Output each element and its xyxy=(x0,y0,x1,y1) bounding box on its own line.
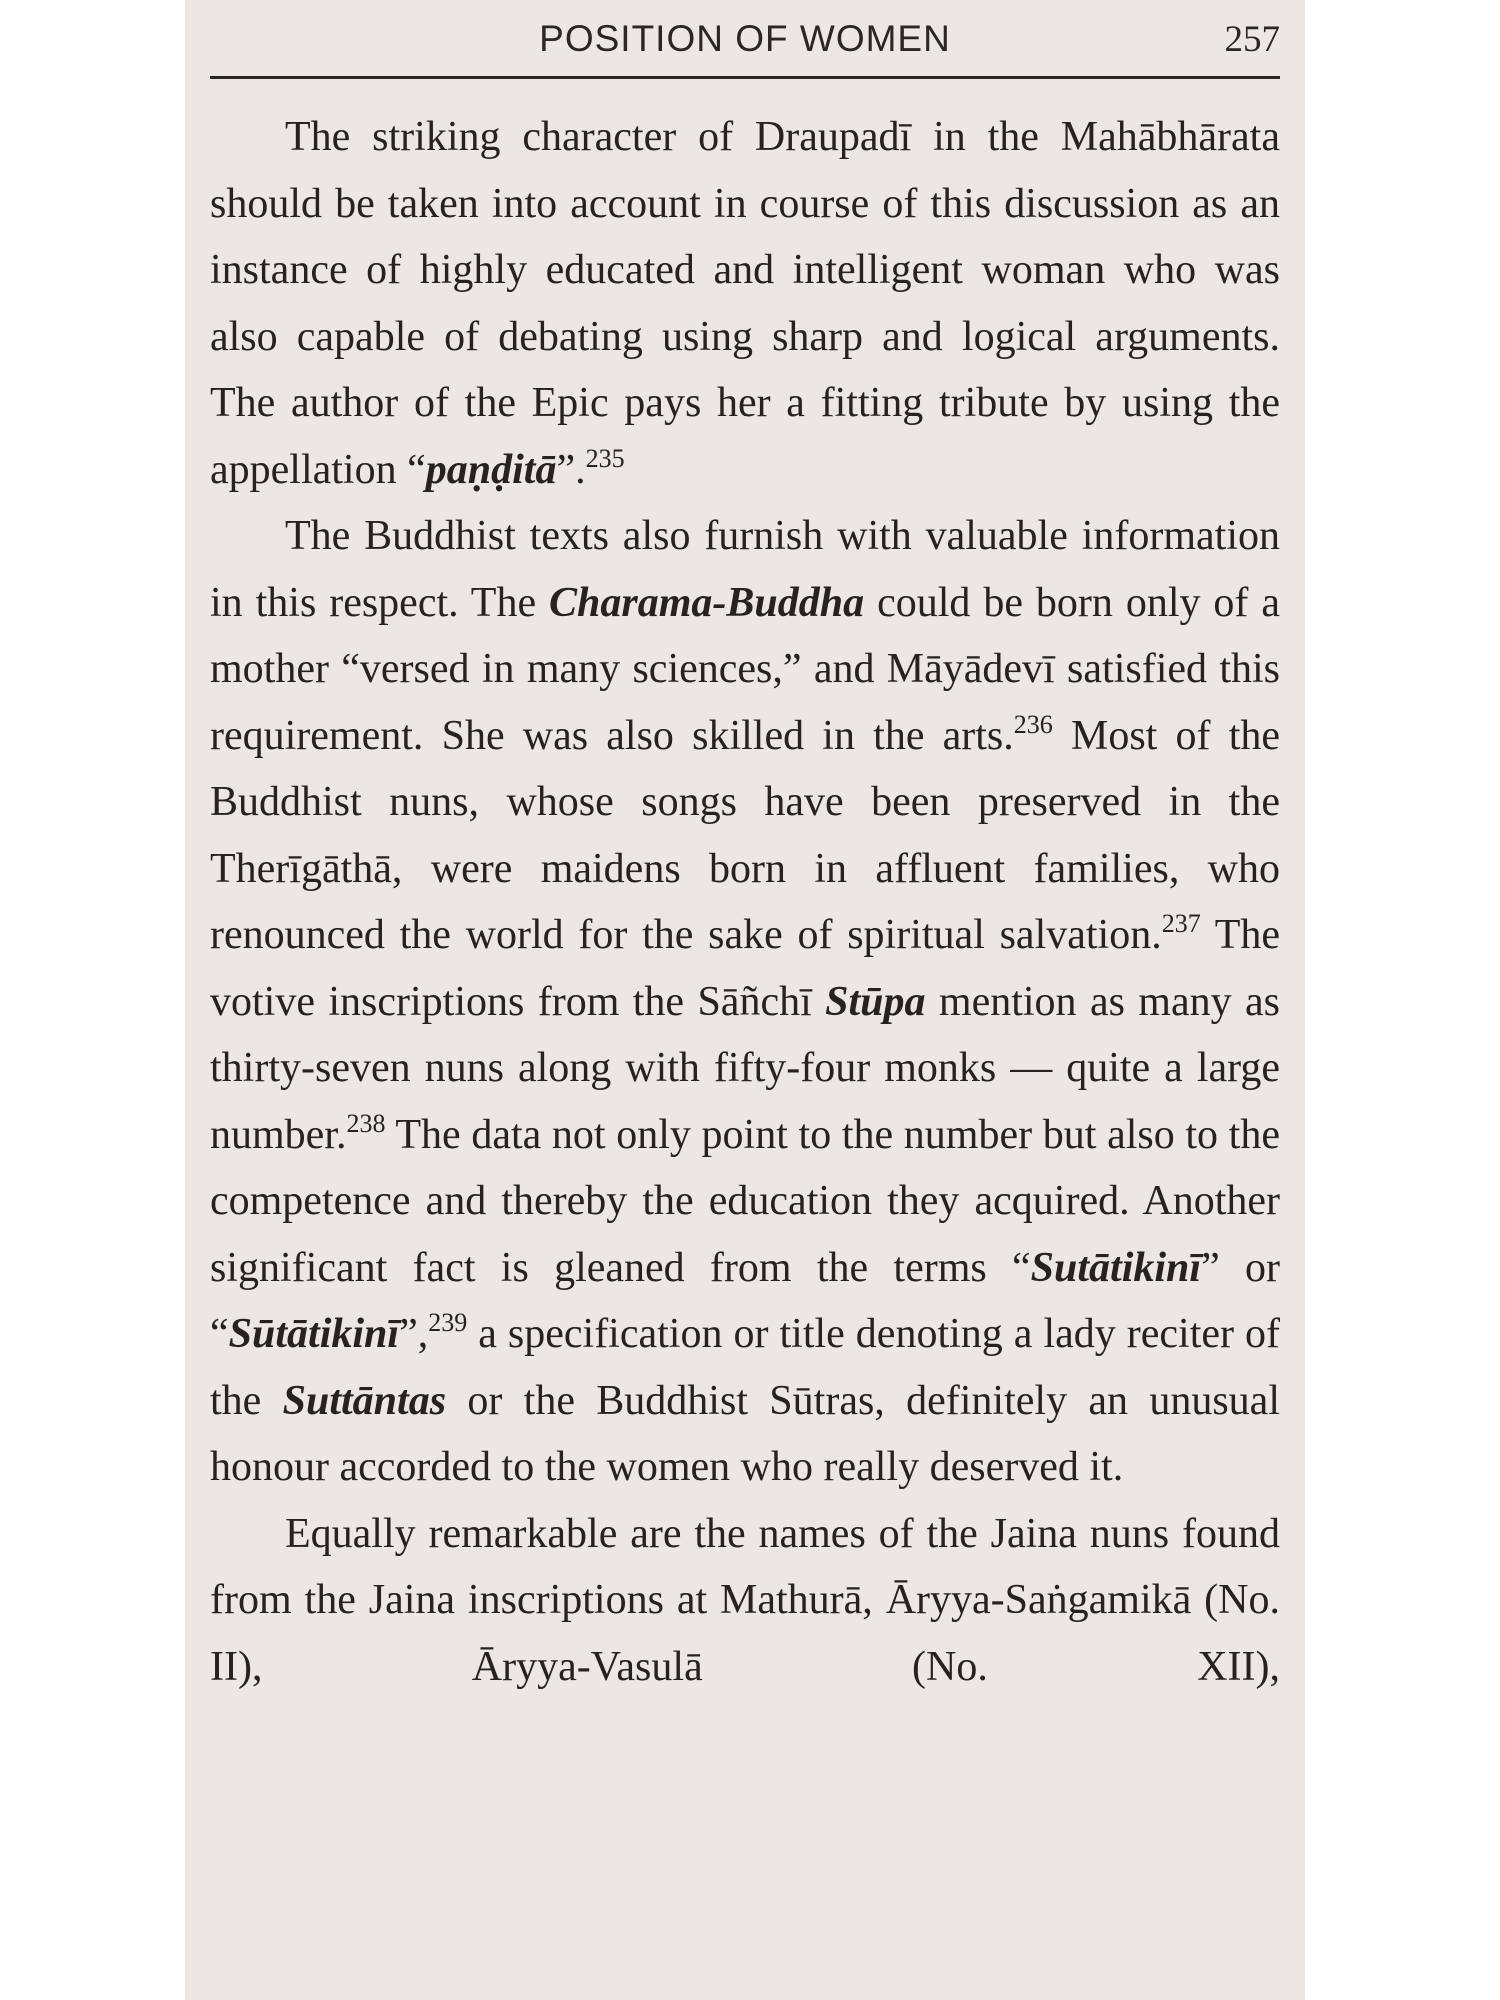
text-run: The striking character of Draupadī in the Mahābhārata should be taken into account in course of this discussion as an instance of highly educated and intelligent woman who was also capable of debating using sharp and logical arguments. The author of the Epic pays her a fitting tribute by using the appellation “ xyxy=(210,114,1280,493)
paragraph-jaina-nuns xyxy=(210,1501,1280,1701)
term-charama-buddha: Charama-Buddha xyxy=(549,579,865,626)
paragraph-buddhist-texts xyxy=(210,503,1280,1501)
footnote-ref-236: 236 xyxy=(1013,709,1053,739)
book-page xyxy=(185,0,1305,2000)
text-run: a specification or title denoting a lady reciter of the xyxy=(210,1311,1280,1424)
term-sutatikini-variant: Sūtātikinī xyxy=(228,1311,400,1357)
text-run: could be born only of a mother “versed in many sciences,” and Māyādevī satisfied this requirement. She was also skilled in the arts. xyxy=(210,579,1280,759)
text-run: ” or “ xyxy=(210,1244,1280,1357)
body-text xyxy=(210,104,1280,1700)
text-run: ”. xyxy=(556,446,586,493)
term-pandita: paṇḍitā xyxy=(425,446,557,493)
text-run: Equally remarkable are the names of the Jaina nuns found from the Jaina inscriptions at Mathurā, Āryya-Saṅgamikā (No. II), Āryya-Vasulā (No. XII), xyxy=(210,1510,1280,1690)
term-suttantas: Suttāntas xyxy=(282,1377,447,1424)
page-number: 257 xyxy=(1224,19,1280,60)
text-run: The Buddhist texts also furnish with valuable information in this respect. The xyxy=(210,513,1280,626)
term-sutatikini: Sutātikinī xyxy=(1030,1244,1202,1291)
footnote-ref-237: 237 xyxy=(1161,909,1201,938)
text-run: ”, xyxy=(399,1311,429,1357)
footnote-ref-238: 238 xyxy=(346,1108,386,1138)
text-run: or the Buddhist Sūtras, definitely an unusual honour accorded to the women who really deserved it. xyxy=(210,1377,1280,1490)
text-run: The data not only point to the number but also to the competence and thereby the education they acquired. Another significant fact is gleaned from the terms “ xyxy=(210,1111,1280,1291)
footnote-ref-235: 235 xyxy=(585,443,625,473)
text-run: mention as many as thirty-seven nuns along with fifty-four monks — quite a large number. xyxy=(210,978,1280,1158)
footnote-ref-239: 239 xyxy=(428,1308,468,1337)
running-title: POSITION OF WOMEN xyxy=(539,18,951,59)
page-header xyxy=(210,18,1280,79)
term-stupa: Stūpa xyxy=(825,978,926,1025)
text-run: The votive inscriptions from the Sāñchī xyxy=(210,912,1281,1025)
text-run: Most of the Buddhist nuns, whose songs have been preserved in the Therīgāthā, were maidens born in affluent families, who renounced the world for the sake of spiritual salvation. xyxy=(210,712,1281,958)
paragraph-draupadi xyxy=(210,104,1280,503)
